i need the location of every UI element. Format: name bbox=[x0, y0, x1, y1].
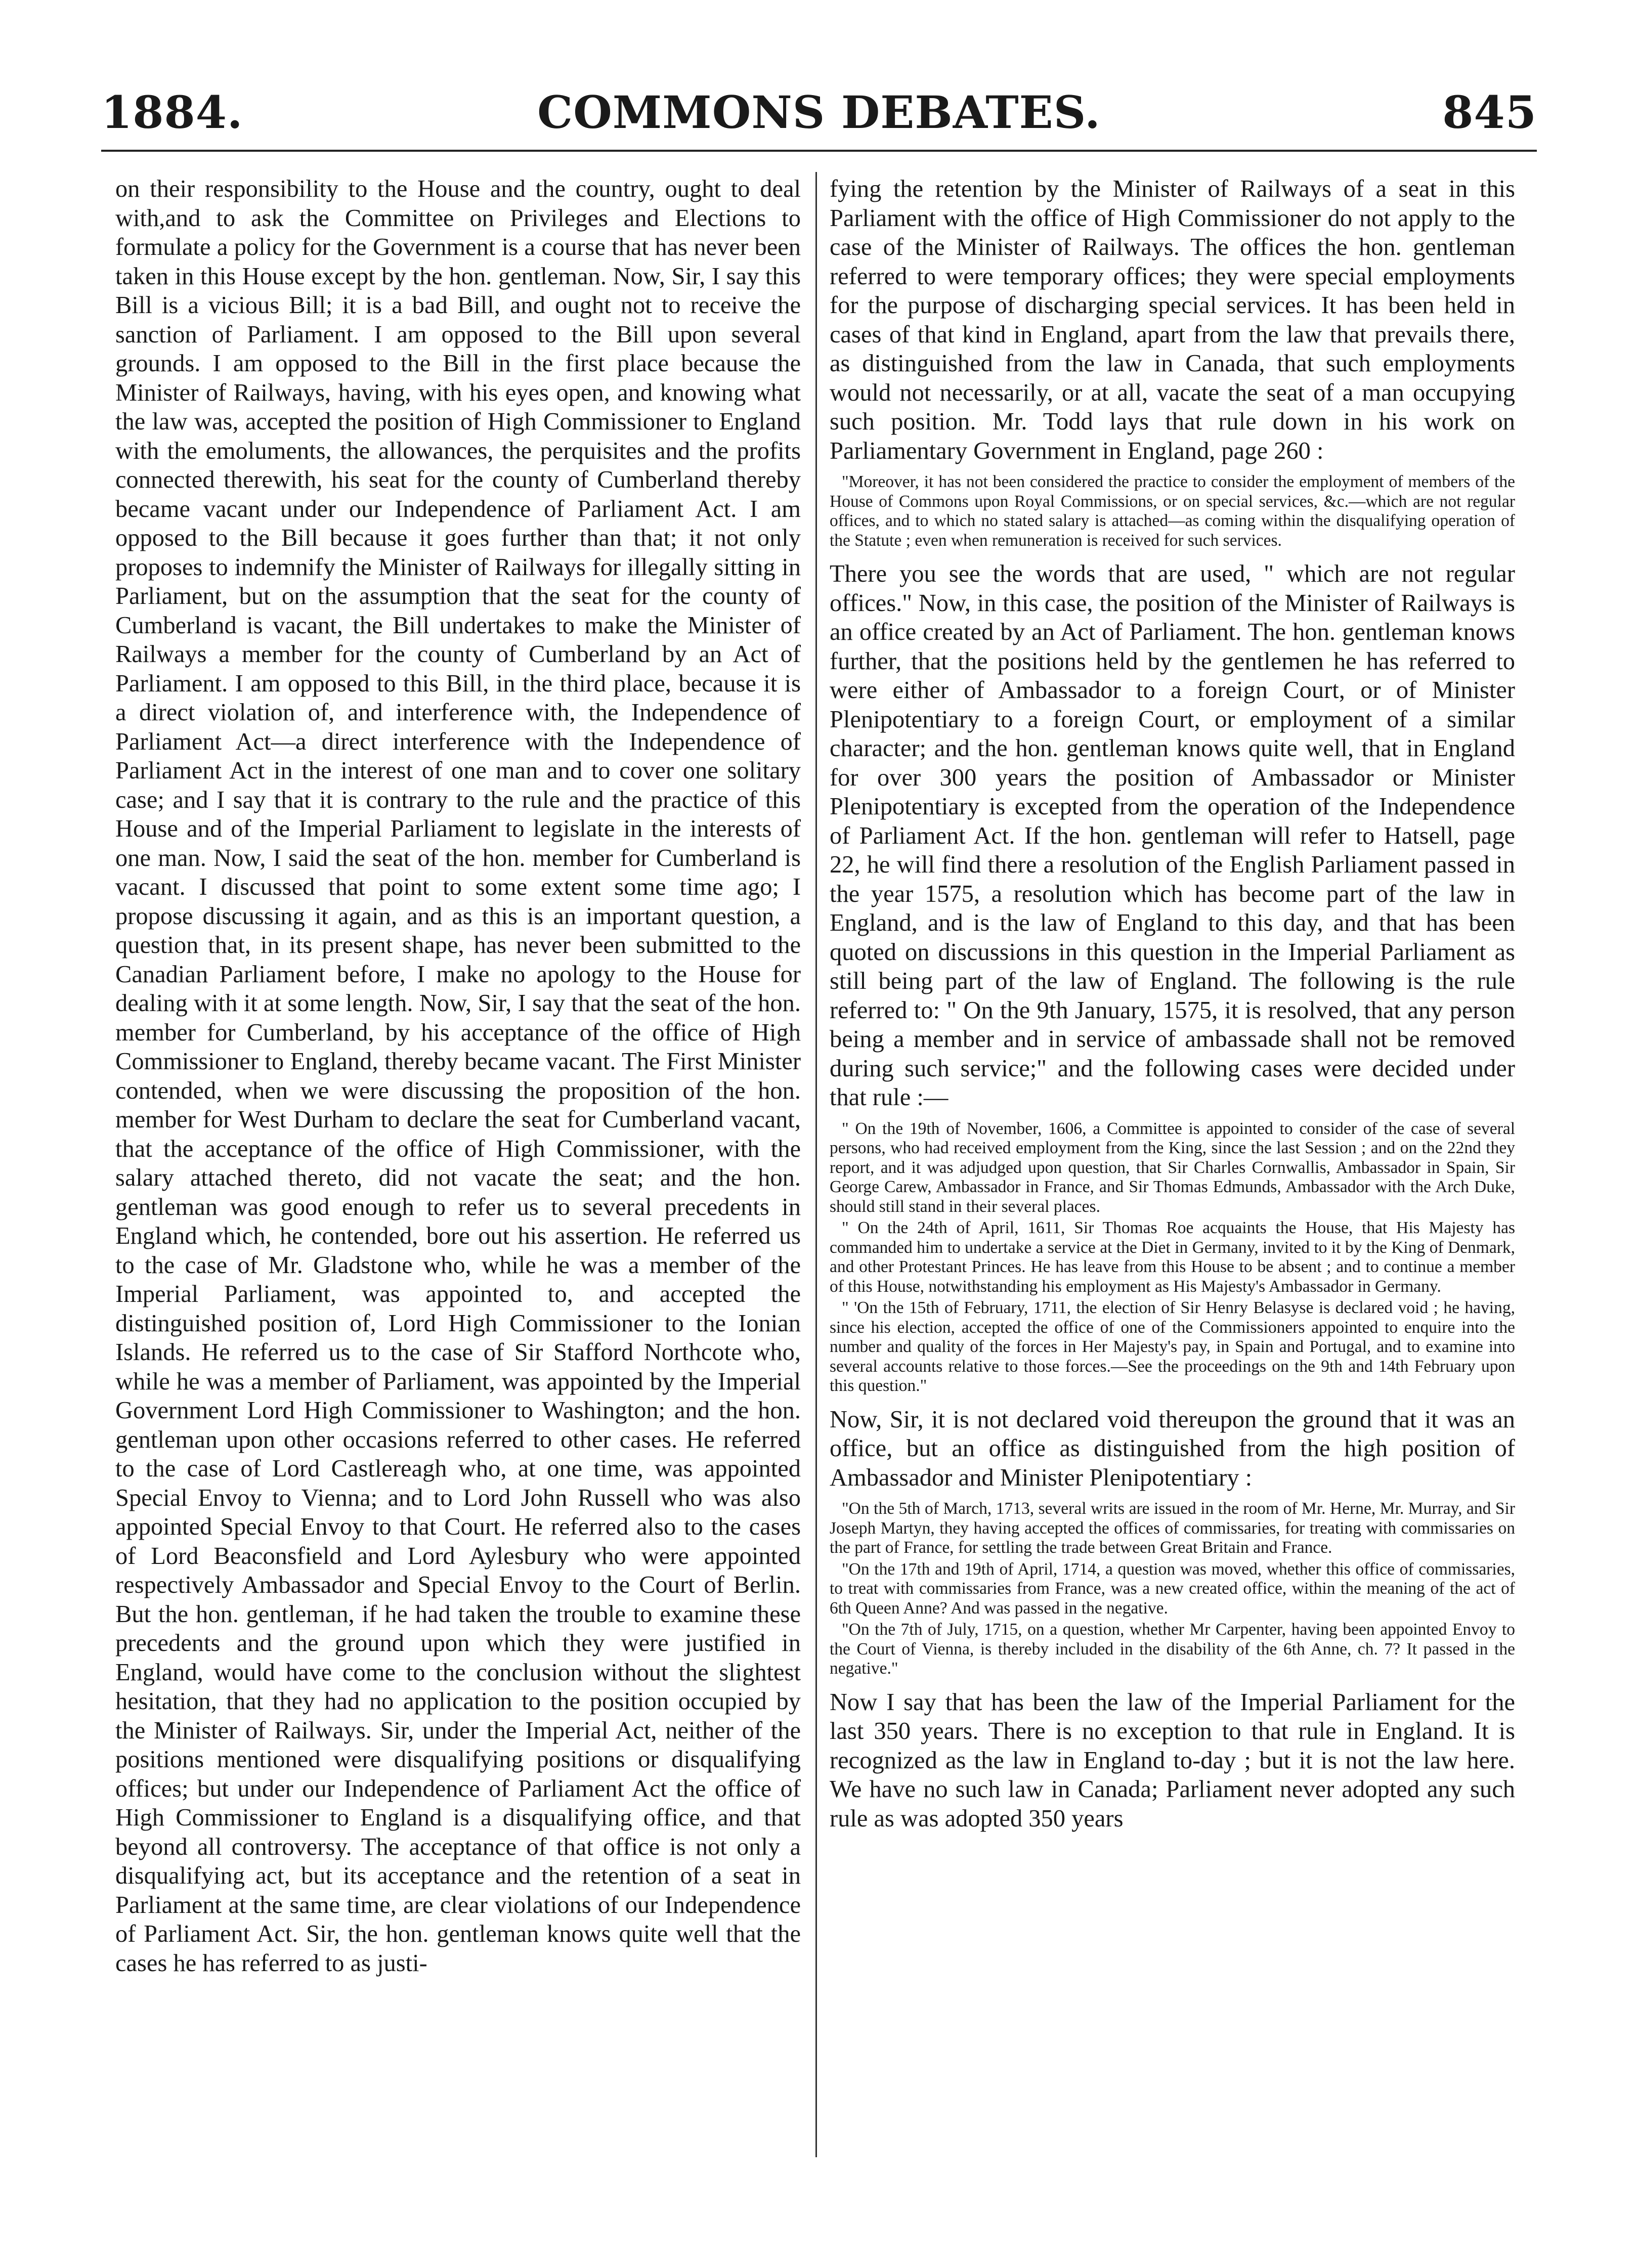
right-paragraph-1: fying the retention by the Minister of Railways of a seat in this Parliament with the office of High Commissioner do not apply to the case of the Minister of Railways. The offices the hon. gentleman referred to were temporary offices; they were special employments for the purpose of discharging special services. It has been held in cases of that kind in England, apart from the law that prevails there, as distinguished from the law in Canada, that such employments would not necessarily, or at all, vacate the seat of a man occupying such position. Mr. Todd lays that rule down in his work on Parliamentary Government in England, page 260 : bbox=[830, 176, 1515, 464]
quote-1611: " On the 24th of April, 1611, Sir Thomas Roe acquaints the House, that His Majesty has commanded him to undertake a service at the Diet in Germany, invited to it by the King of Denmark, and other Protestant Princes. He has leave from this House to be absent ; and to continue a member of this House, notwithstanding his employment as His Majesty's Ambassador in Germany. bbox=[830, 1218, 1515, 1296]
left-column bbox=[115, 175, 801, 2157]
quote-precedents-1 bbox=[830, 1119, 1515, 1396]
quote-todd-text: "Moreover, it has not been considered the practice to consider the employment of members of the House of Commons upon Royal Commissions, or on special services, &c.—which are not regular offices, and to which no stated salary is attached—as coming within the disqualifying operation of the Statute ; even when remuneration is received for such services. bbox=[830, 472, 1515, 550]
page-header bbox=[101, 86, 1537, 152]
year-label: 1884. bbox=[101, 86, 243, 139]
header-rule bbox=[101, 150, 1537, 152]
quote-todd bbox=[830, 472, 1515, 550]
left-paragraph: on their responsibility to the House and the country, ought to deal with,and to ask the Committee on Privileges and Elections to formulate a policy for the Government is a course that has never been taken in this House except by the hon. gentleman. Now, Sir, I say this Bill is a vicious Bill; it is a bad Bill, and ought not to receive the sanction of Parliament. I am opposed to the Bill upon several grounds. I am opposed to the Bill in the first place because the Minister of Railways, having, with his eyes open, and knowing what the law was, accepted the position of High Commissioner to England with the emoluments, the allowances, the perquisites and the profits connected therewith, his seat for the county of Cumberland thereby became vacant under our Independence of Parliament Act. I am opposed to the Bill because it goes further than that; it not only proposes to indemnify the Minister of Railways for illegally sitting in Parliament, but on the assumption that the seat for the county of Cumberland is vacant, the Bill undertakes to make the Minister of Railways a member for the county of Cumberland by an Act of Parliament. I am opposed to this Bill, in the third place, because it is a direct violation of, and interference with, the Independence of Parliament Act—a direct interference with the Independence of Parliament Act in the interest of one man and to cover one solitary case; and I say that it is contrary to the rule and the practice of this House and of the Imperial Parliament to legislate in the interests of one man. Now, I said the seat of the hon. member for Cumberland is vacant. I discussed that point to some extent some time ago; I propose discussing it again, and as this is an important question, a question that, in its present shape, has never been submitted to the Canadian Parliament before, I make no apology to the House for dealing with it at some length. Now, Sir, I say that the seat of the hon. member for Cumberland, by his acceptance of the office of High Commissioner to England, thereby became vacant. The First Minister contended, when we were discussing the proposition of the hon. member for West Durham to declare the seat for Cumberland vacant, that the acceptance of the office of High Commissioner, with the salary attached thereto, did not vacate the seat; and the hon. gentleman was good enough to refer us to several precedents in England which, he contended, bore out his assertion. He referred us to the case of Mr. Gladstone who, while he was a member of the Imperial Parliament, was appointed to, and accepted the distinguished position of, Lord High Commissioner to the Ionian Islands. He referred us to the case of Sir Stafford Northcote who, while he was a member of Parliament, was appointed by the Imperial Government Lord High Commissioner to Washington; and the hon. gentleman upon other occasions referred to other cases. He referred to the case of Lord Castlereagh who, at one time, was appointed Special Envoy to Vienna; and to Lord John Russell who was also appointed Special Envoy to that Court. He referred also to the cases of Lord Beaconsfield and Lord Aylesbury who were appointed respectively Ambassador and Special Envoy to the Court of Berlin. But the hon. gentleman, if he had taken the trouble to examine these precedents and the ground upon which they were justified in England, would have come to the conclusion without the slightest hesitation, that they had no application to the position occupied by the Minister of Railways. Sir, under the Imperial Act, neither of the positions mentioned were disqualifying positions or disqualifying offices; but under our Independence of Parliament Act the office of High Commissioner to England is a disqualifying office, and that beyond all controversy. The acceptance of that office is not only a disqualifying act, but its acceptance and the retention of a seat in Parliament at the same time, are clear violations of our Independence of Parliament Act. Sir, the hon. gentleman knows quite well that the cases he has referred to as justi- bbox=[115, 176, 801, 1977]
quote-1713: "On the 5th of March, 1713, several writs are issued in the room of Mr. Herne, Mr. Murray, and Sir Joseph Martyn, they having accepted the offices of commissaries, for treating with commissaries on the part of France, for settling the trade between Great Britain and France. bbox=[830, 1499, 1515, 1557]
page-number: 845 bbox=[1442, 86, 1537, 139]
right-column bbox=[830, 175, 1515, 2157]
quote-1715: "On the 7th of July, 1715, on a question, whether Mr Carpenter, having been appointed Envoy to the Court of Vienna, is thereby included in the disability of the 6th Anne, ch. 7? It passed in the negative." bbox=[830, 1620, 1515, 1678]
column-divider bbox=[815, 172, 817, 2157]
page-title: COMMONS DEBATES. bbox=[537, 86, 1101, 139]
right-paragraph-3: Now, Sir, it is not declared void thereupon the ground that it was an office, but an office as distinguished from the high position of Ambassador and Minister Plenipotentiary : bbox=[830, 1406, 1515, 1491]
quote-precedents-2 bbox=[830, 1499, 1515, 1679]
quote-1714: "On the 17th and 19th of April, 1714, a question was moved, whether this office of commissaries, to treat with commissaries from France, was a new created office, within the meaning of the act of 6th Queen Anne? And was passed in the negative. bbox=[830, 1559, 1515, 1618]
right-paragraph-4: Now I say that has been the law of the Imperial Parliament for the last 350 years. There is no exception to that rule in England. It is recognized as the law in England to-day ; but it is not the law here. We have no such law in Canada; Parliament never adopted any such rule as was adopted 350 years bbox=[830, 1688, 1515, 1832]
right-paragraph-2: There you see the words that are used, " which are not regular offices." Now, in this case, the position of the Minister of Railways is an office created by an Act of Parliament. The hon. gentleman knows further, that the positions held by the gentlemen he has referred to were either of Ambassador to a foreign Court, or of Minister Plenipotentiary to a foreign Court, or employment of a similar character; and the hon. gentleman knows quite well, that in England for over 300 years the position of Ambassador or Minister Plenipotentiary is excepted from the operation of the Independence of Parliament Act. If the hon. gentleman will refer to Hatsell, page 22, he will find there a resolution of the English Parliament passed in the year 1575, a resolution which has become part of the law in England, and is the law of England to this day, and that has been quoted on discussions in this question in the Imperial Parliament as still being part of the law of England. The following is the rule referred to: " On the 9th January, 1575, it is resolved, that any person being a member and in service of ambassade shall not be removed during such service;" and the following cases were decided under that rule :— bbox=[830, 560, 1515, 1111]
quote-1711: " 'On the 15th of February, 1711, the election of Sir Henry Belasyse is declared void ; he having, since his election, accepted the office of one of the Commissioners appointed to enquire into the number and quality of the forces in Her Majesty's pay, in Spain and Portugal, and to examine into several accounts relative to those forces.—See the proceedings on the 9th and 14th February upon this question." bbox=[830, 1298, 1515, 1395]
quote-1606: " On the 19th of November, 1606, a Committee is appointed to consider of the case of several persons, who had received employment from the King, since the last Session ; and on the 22nd they report, and it was adjudged upon question, that Sir Charles Cornwallis, Ambassador in Spain, Sir George Carew, Ambassador in France, and Sir Thomas Edmunds, Ambassador with the Arch Duke, should still stand in their several places. bbox=[830, 1119, 1515, 1216]
